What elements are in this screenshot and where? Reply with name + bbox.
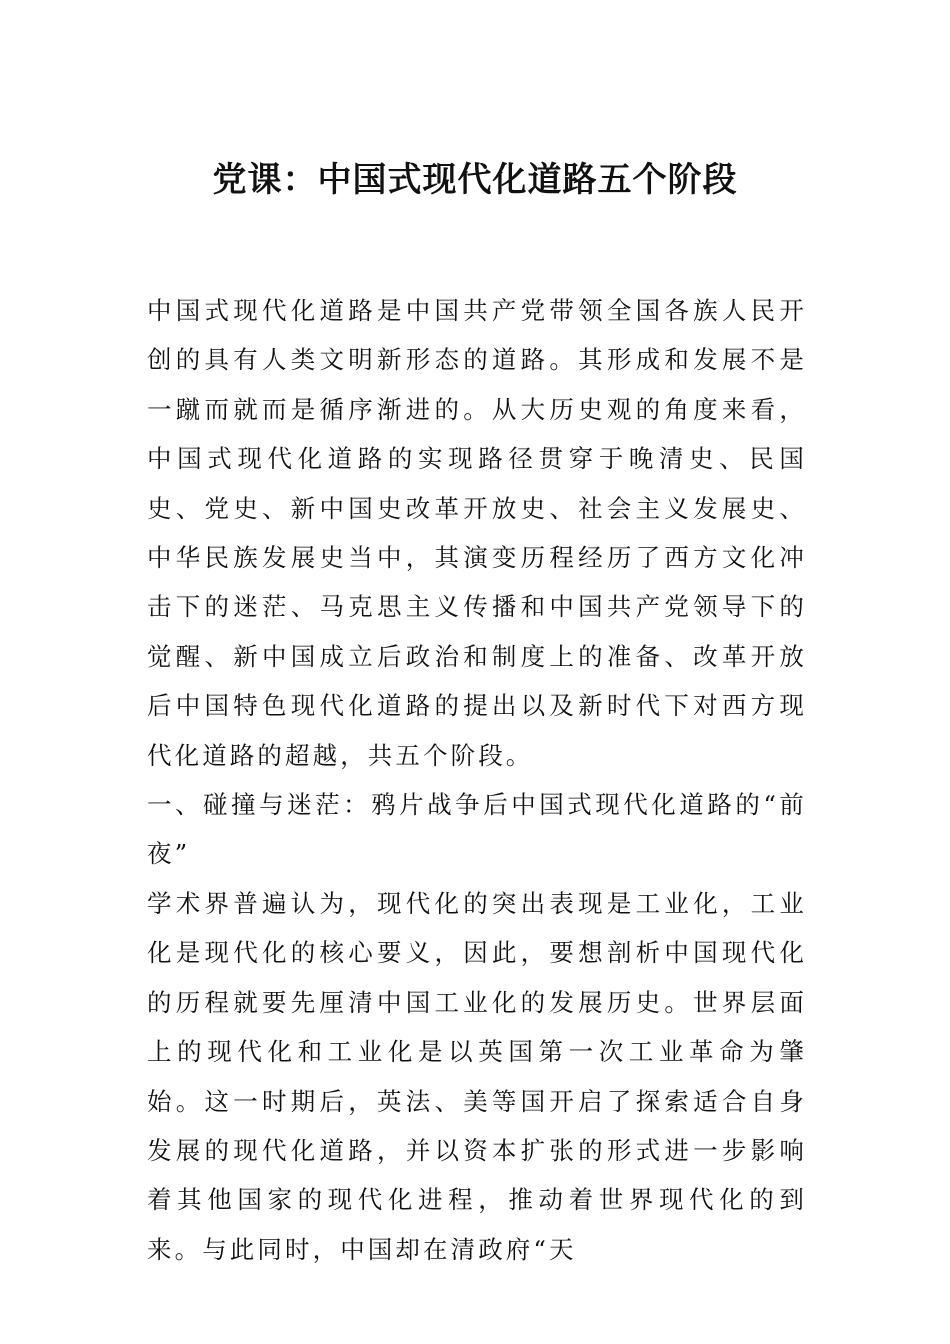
intro-paragraph: 中国式现代化道路是中国共产党带领全国各族人民开创的具有人类文明新形态的道路。其形成和发展不是一蹴而就而是循序渐进的。从大历史观的角度来看，中国式现代化道路的实现路径贯穿于晚清史、民国史、党史、新中国史改革开放史、社会主义发展史、中华民族发展史当中，其演变历程经历了西方文化冲击下的迷茫、马克思主义传播和中国共产党领导下的觉醒、新中国成立后政治和制度上的准备、改革开放后中国特色现代化道路的提出以及新时代下对西方现代化道路的超越，共五个阶段。	[147, 296, 807, 770]
document-body	[147, 286, 807, 1274]
section-heading-1: 一、碰撞与迷茫：鸦片战争后中国式现代化道路的“前夜”	[147, 790, 807, 869]
section-1-paragraph: 学术界普遍认为，现代化的突出表现是工业化，工业化是现代化的核心要义，因此，要想剖析中国现代化的历程就要先厘清中国工业化的发展历史。世界层面上的现代化和工业化是以英国第一次工业革命为肇始。这一时期后，英法、美等国开启了探索适合自身发展的现代化道路，并以资本扩张的形式进一步影响着其他国家的现代化进程，推动着世界现代化的到来。与此同时，中国却在清政府“天	[147, 888, 807, 1264]
document-title: 党课：中国式现代化道路五个阶段	[212, 160, 738, 200]
